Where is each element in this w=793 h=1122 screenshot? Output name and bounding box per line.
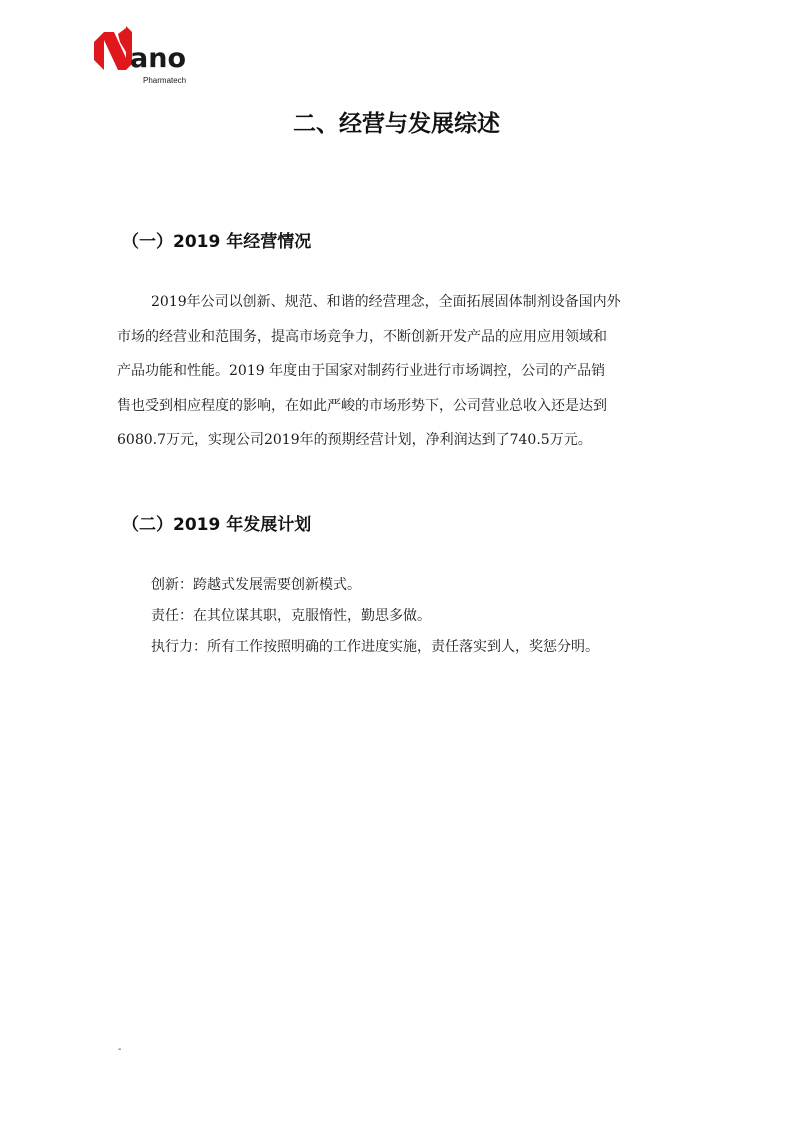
logo-subtitle: Pharmatech — [143, 76, 187, 85]
section-heading-plan: （二）2019 年发展计划 — [122, 515, 312, 535]
operations-paragraph — [117, 285, 692, 458]
paragraph-line: 市场的经营业和范围务，提高市场竞争力，不断创新开发产品的应用应用领域和 — [117, 328, 607, 345]
footer-mark: - — [118, 1044, 122, 1055]
document-title: 二、经营与发展综述 — [293, 111, 500, 137]
paragraph-line: 售也受到相应程度的影响，在如此严峻的市场形势下，公司营业总收入还是达到 — [117, 397, 607, 414]
paragraph-line: 6080.7万元，实现公司2019年的预期经营计划，净利润达到了740.5万元。 — [117, 432, 592, 448]
plan-item-responsibility: 责任：在其位谋其职，克服惰性，勤思多做。 — [151, 608, 431, 624]
plan-item-innovation: 创新：跨越式发展需要创新模式。 — [151, 577, 361, 593]
paragraph-line: 2019年公司以创新、规范、和谐的经营理念，全面拓展固体制剂设备国内外 — [151, 294, 621, 310]
paragraph-line: 产品功能和性能。2019 年度由于国家对制药行业进行市场调控，公司的产品销 — [117, 363, 606, 379]
logo-n-emblem-icon — [92, 24, 132, 76]
logo-wordmark: ano — [130, 43, 186, 74]
section-heading-operations: （一）2019 年经营情况 — [122, 232, 312, 252]
plan-item-execution: 执行力：所有工作按照明确的工作进度实施，责任落实到人，奖惩分明。 — [151, 639, 599, 655]
plan-list — [151, 570, 599, 663]
company-logo — [92, 24, 202, 86]
